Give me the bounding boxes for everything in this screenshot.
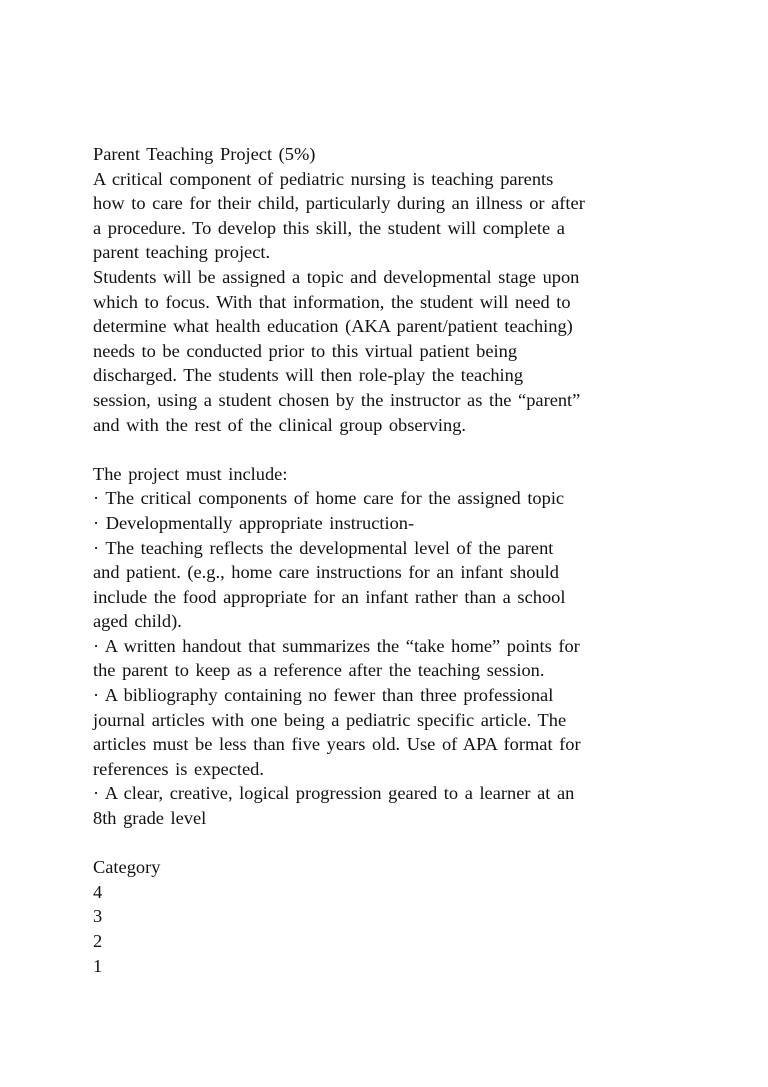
intro-line: A critical component of pediatric nursing is teaching parents [93, 168, 554, 189]
intro-line: parent teaching project. [93, 242, 271, 263]
requirement-line: articles must be less than five years old. Use of APA format for [93, 734, 581, 755]
requirement-line: and patient. (e.g., home care instructions for an infant should [93, 562, 559, 583]
requirement-line: aged child). [93, 611, 182, 632]
requirement-line: · A written handout that summarizes the “take home” points for [93, 635, 580, 656]
rubric-score: 2 [93, 931, 103, 951]
intro-line: needs to be conducted prior to this virtual patient being [93, 340, 518, 361]
document-title: Parent Teaching Project (5%) [93, 144, 316, 164]
intro-line: determine what health education (AKA parent/patient teaching) [93, 316, 573, 337]
requirement-line: 8th grade level [93, 808, 207, 829]
intro-line: which to focus. With that information, the student will need to [93, 291, 571, 312]
requirement-line: journal articles with one being a pediatric specific article. The [93, 709, 567, 730]
requirement-line: · A bibliography containing no fewer than three professional [93, 685, 554, 706]
intro-line: Students will be assigned a topic and developmental stage upon [93, 266, 580, 287]
blank-line [93, 831, 693, 856]
rubric-category-label: Category [93, 857, 161, 878]
blank-line [93, 437, 693, 462]
document-body [93, 142, 693, 978]
intro-line: session, using a student chosen by the instructor as the “parent” [93, 389, 581, 410]
intro-line: discharged. The students will then role-play the teaching [93, 365, 524, 386]
requirement-line: references is expected. [93, 758, 264, 779]
requirement-line: include the food appropriate for an infant rather than a school [93, 586, 566, 607]
rubric-score: 1 [93, 955, 103, 976]
requirement-line: · The teaching reflects the developmental level of the parent [93, 537, 554, 558]
intro-line: how to care for their child, particularly during an illness or after [93, 193, 585, 214]
requirements-heading: The project must include: [93, 463, 288, 484]
requirement-line: the parent to keep as a reference after the teaching session. [93, 660, 545, 681]
intro-line: and with the rest of the clinical group observing. [93, 414, 466, 435]
requirement-line: · Developmentally appropriate instruction- [93, 512, 415, 533]
intro-line: a procedure. To develop this skill, the student will complete a [93, 217, 565, 238]
rubric-score: 3 [93, 906, 103, 927]
requirement-line: · The critical components of home care for the assigned topic [93, 488, 565, 509]
requirement-line: · A clear, creative, logical progression geared to a learner at an [93, 783, 575, 804]
rubric-score: 4 [93, 881, 103, 902]
